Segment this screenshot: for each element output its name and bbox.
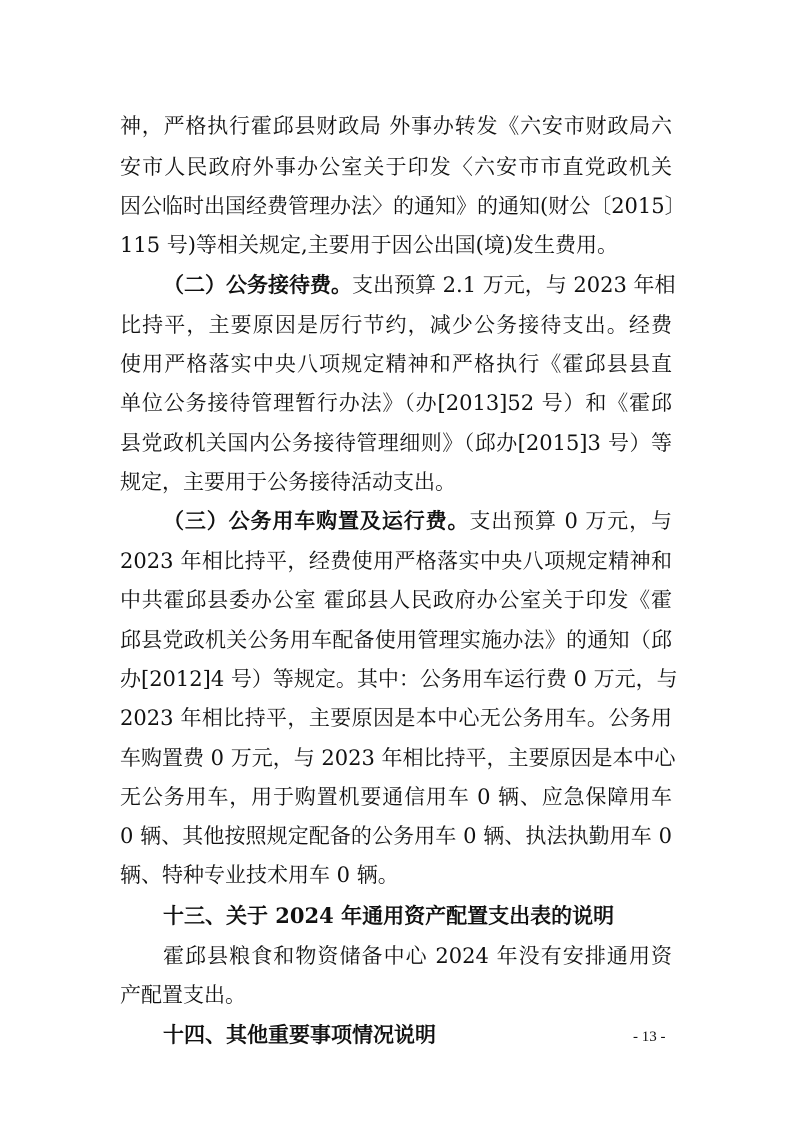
body-text-line: 邱县党政机关公务用车配备使用管理实施办法》的通知（邱 — [120, 628, 672, 652]
body-text-line: 安市人民政府外事办公室关于印发〈六安市市直党政机关 — [120, 155, 672, 179]
subsection-heading-hospitality: （二）公务接待费。 — [163, 272, 352, 297]
section-heading-14: 十四、其他重要事项情况说明 — [163, 1022, 436, 1047]
subsection-heading-vehicles: （三）公务用车购置及运行费。 — [163, 508, 470, 533]
body-text-span: 支出预算 0 万元，与 — [469, 509, 673, 533]
body-text-line: 中共霍邱县委办公室 霍邱县人民政府办公室关于印发《霍 — [120, 588, 672, 612]
body-text-line: 规定，主要用于公务接待活动支出。 — [120, 470, 456, 494]
body-text-line: 办[2012]4 号）等规定。其中：公务用车运行费 0 万元，与 — [120, 667, 678, 691]
body-text-line: 辆、特种专业技术用车 0 辆。 — [120, 863, 399, 887]
body-text-line: 比持平，主要原因是厉行节约，减少公务接待支出。经费 — [120, 313, 672, 337]
body-text-line: 2023 年相比持平，主要原因是本中心无公务用车。公务用 — [120, 706, 672, 730]
body-text-line: 神，严格执行霍邱县财政局 外事办转发《六安市财政局六 — [120, 114, 672, 138]
page-number: - 13 - — [633, 1029, 666, 1045]
body-text-line: 县党政机关国内公务接待管理细则》（邱办[2015]3 号）等 — [120, 431, 672, 455]
body-text-span: 支出预算 2.1 万元，与 2023 年相 — [352, 273, 676, 297]
body-text-line: 霍邱县粮食和物资储备中心 2024 年没有安排通用资 — [163, 944, 672, 968]
body-text-line: 车购置费 0 万元，与 2023 年相比持平，主要原因是本中心 — [120, 746, 676, 770]
body-text-line: 使用严格落实中央八项规定精神和严格执行《霍邱县县直 — [120, 352, 672, 376]
body-text-line: 2023 年相比持平，经费使用严格落实中央八项规定精神和 — [120, 549, 672, 573]
body-text-line: 产配置支出。 — [120, 983, 246, 1007]
body-text-line: 115 号)等相关规定,主要用于因公出国(境)发生费用。 — [120, 233, 619, 257]
section-paragraph-vehicles — [163, 508, 672, 534]
section-heading-13: 十三、关于 2024 年通用资产配置支出表的说明 — [163, 903, 615, 928]
body-text-line: 单位公务接待管理暂行办法》（办[2013]52 号）和《霍邱 — [120, 391, 672, 415]
section-paragraph-hospitality — [163, 272, 676, 298]
body-text-line: 因公临时出国经费管理办法〉的通知》的通知(财公〔2015〕 — [120, 194, 686, 218]
body-text-line: 无公务用车，用于购置机要通信用车 0 辆、应急保障用车 — [120, 785, 672, 809]
body-text-line: 0 辆、其他按照规定配备的公务用车 0 辆、执法执勤用车 0 — [120, 824, 672, 848]
